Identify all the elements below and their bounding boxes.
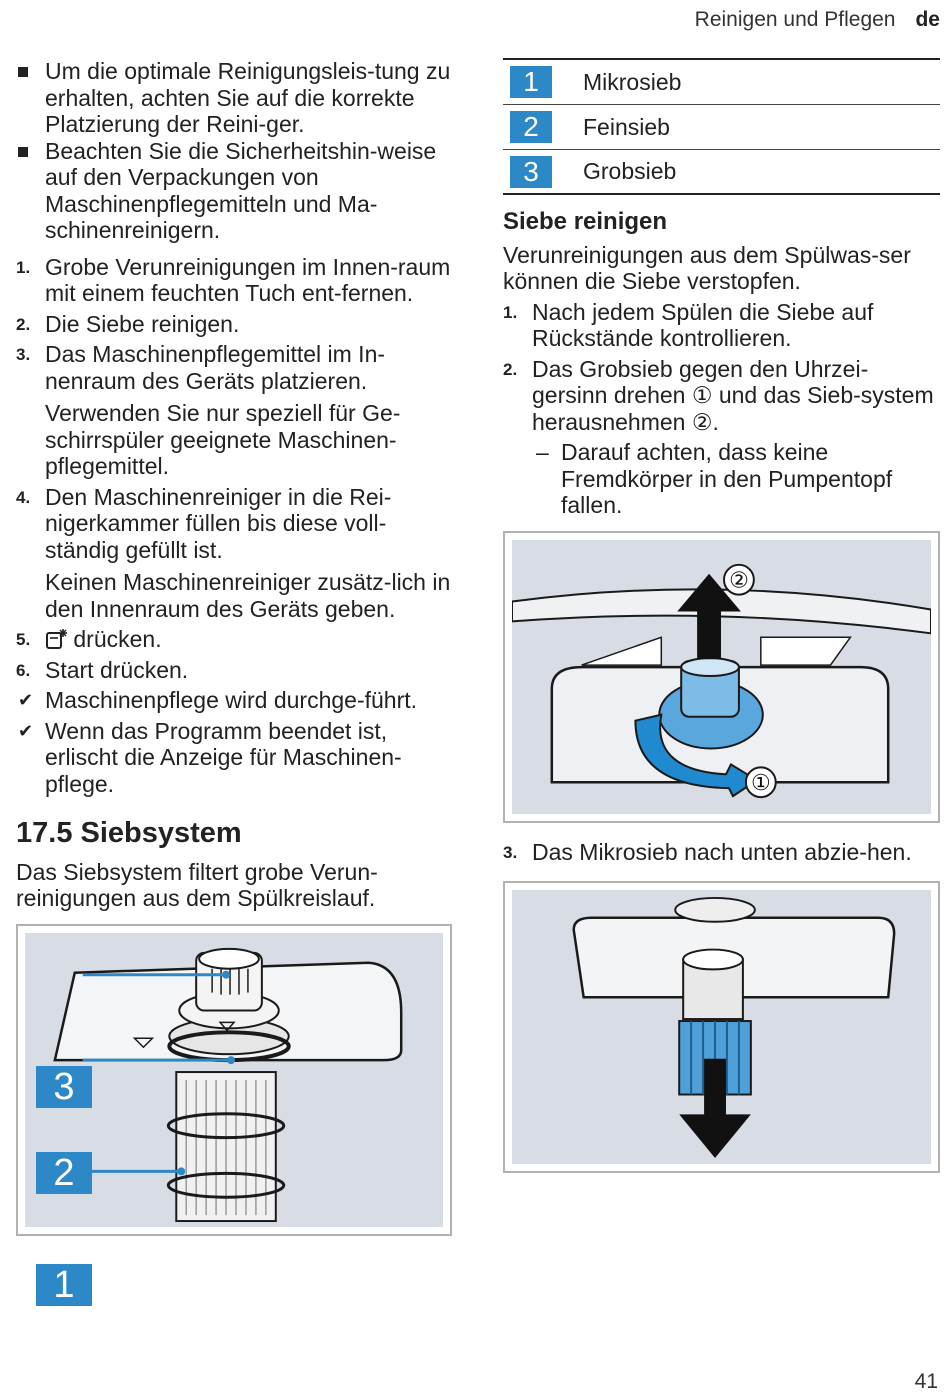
- callout-badge-3: 3: [36, 1066, 92, 1108]
- step-item: 1. Grobe Verunreinigungen im Innen-raum mit einem feuchten Tuch ent-fernen.: [16, 253, 451, 306]
- subsection-intro: Verunreinigungen aus dem Spülwas-ser können die Siebe verstopfen.: [503, 241, 911, 294]
- step-item: 2. Das Grobsieb gegen den Uhrzei-gersinn drehen ① und das Sieb-system herausnehmen ②.: [503, 355, 934, 435]
- section-intro: Das Siebsystem filtert grobe Verun-reinigungen aus dem Spülkreislauf.: [16, 858, 378, 911]
- legend-number-badge: 1: [510, 66, 552, 98]
- microfilter-figure: [503, 881, 940, 1173]
- step-item: 1. Nach jedem Spülen die Siebe auf Rückstände kontrollieren.: [503, 298, 874, 351]
- dash-note: – Darauf achten, dass keine Fremdkörper in den Pumpentopf fallen.: [536, 439, 893, 518]
- step-note: Verwenden Sie nur speziell für Ge-schirrspüler geeignete Maschinen-pflegemittel.: [45, 400, 401, 479]
- callout-badge-2: 2: [36, 1152, 92, 1194]
- start-key-label: Start: [45, 656, 94, 683]
- machine-care-icon: [45, 628, 67, 650]
- bullet-item: Um die optimale Reinigungsleis-tung zu erhalten, achten Sie auf die korrekte Platzierung der Reini-ger.: [16, 58, 456, 138]
- left-column: [16, 58, 456, 1236]
- step-item: 2. Die Siebe reinigen.: [16, 310, 240, 337]
- header-language: de: [915, 8, 940, 31]
- step-item: 5. drücken.: [16, 626, 162, 652]
- step-item: 4. Den Maschinenreiniger in die Rei-nigerkammer füllen bis diese voll-ständig gefüllt ist.: [16, 483, 392, 563]
- fig2-mark-2: ②: [729, 567, 749, 593]
- bullet-item: Beachten Sie die Sicherheitshin-weise auf den Verpackungen von Maschinenpflegemitteln und Ma-schinenreinigern.: [16, 138, 456, 244]
- legend-number-badge: 3: [510, 156, 552, 188]
- step-item: 6. Start drücken.: [16, 656, 189, 683]
- step-item: 3. Das Maschinenpflegemittel im In-nenraum des Geräts platzieren.: [16, 341, 386, 394]
- header-section: Reinigen und Pflegen: [694, 8, 896, 31]
- step-note: Keinen Maschinenreiniger zusätz-lich in den Innenraum des Geräts geben.: [45, 569, 451, 622]
- checkmark-icon: ✔: [18, 690, 34, 710]
- bullet-square-icon: [18, 147, 28, 157]
- legend-row: 1 Mikrosieb: [503, 60, 940, 105]
- callout-badge-1: 1: [36, 1264, 92, 1306]
- result-item: ✔ Maschinenpflege wird durchge-führt.: [18, 687, 418, 713]
- fig2-mark-1: ①: [750, 769, 771, 795]
- subsection-heading: Siebe reinigen: [503, 208, 668, 235]
- result-item: ✔ Wenn das Programm beendet ist, erlischt die Anzeige für Maschinen-pflege.: [18, 717, 402, 797]
- step-item: 3. Das Mikrosieb nach unten abzie-hen.: [503, 838, 912, 865]
- figure-legend: [503, 58, 940, 195]
- legend-row: 3 Grobsieb: [503, 150, 940, 195]
- legend-number-badge: 2: [510, 111, 552, 143]
- section-heading: 17.5 Siebsystem: [16, 817, 242, 849]
- bullet-square-icon: [18, 67, 28, 77]
- remove-filter-figure: [503, 531, 940, 823]
- page-number: 41: [914, 1370, 938, 1393]
- checkmark-icon: ✔: [18, 720, 34, 741]
- legend-row: 2 Feinsieb: [503, 105, 940, 150]
- running-header: [695, 8, 940, 32]
- right-column: [503, 58, 940, 1173]
